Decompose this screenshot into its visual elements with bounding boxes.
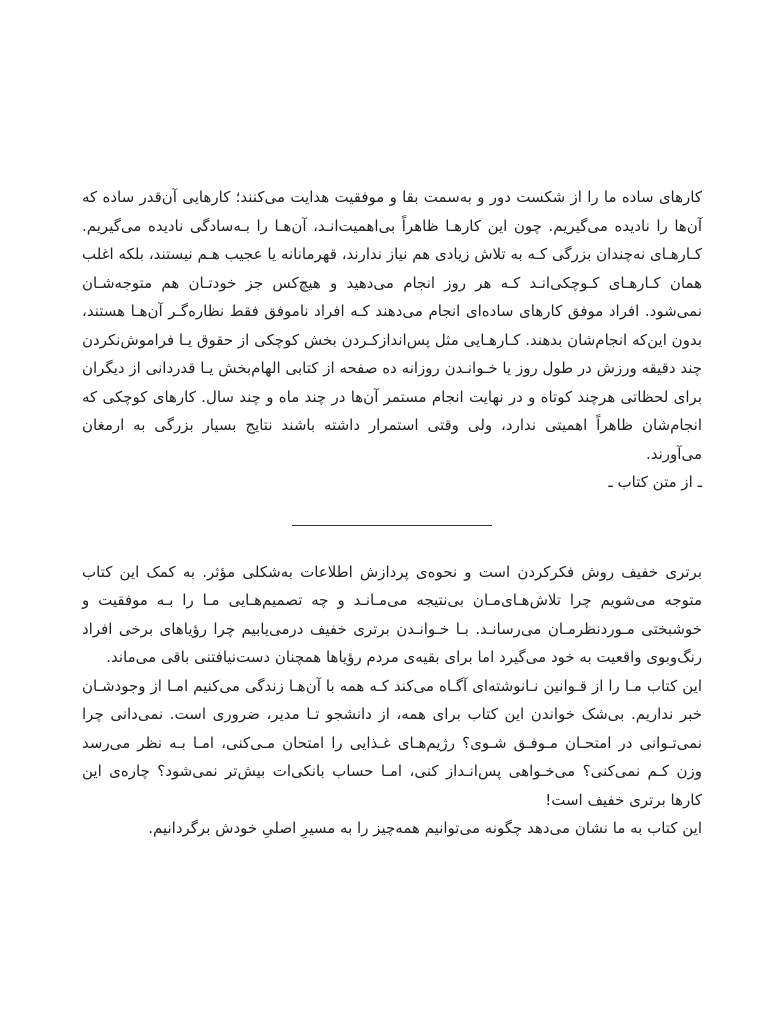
description-paragraph-1: برتری خفیف روش فکرکردن است و نحوه‌ی پردازش اطلاعات به‌شکلی مؤثر. به کمک این کتاب متوجه می‌شویم چرا تلاش‌هـای‌مـان بی‌نتیجه می‌مـانـد و چه تصمیم‌هـایی مـا را بـه موفقیت و خوشبختی مـوردنظرمـان می‌رسانـد. بـا خـوانـدن برتری خفیف درمی‌یابیم چرا رؤیاهای برخی افراد رنگ‌وبوی واقعیت به خود می‌گیرد اما برای بقیه‌ی مردم رؤیاها همچنان دست‌نیافتنی باقی می‌ماند. xyxy=(82,562,702,666)
excerpt-attribution: ـ از متن کتاب ـ xyxy=(608,473,702,491)
book-excerpt-paragraph: کارهای ساده ما را از شکست دور و به‌سمت بقا و موفقیت هدایت می‌کنند؛ کارهایی آن‌قدر ساده که آن‌ها را نادیده می‌گیریم. چون این کارهـا ظاهراً بی‌اهمیت‌انـد، آن‌هـا را بـه‌سادگی نادیده می‌گیریم. کـارهـای نه‌چندان بزرگی کـه به تلاش زیادی هم نیاز ندارند، قهرمانانه یا عجیب هـم نیستند، بلکه اغلب همان کـارهـای کـوچکی‌انـد کـه هر روز انجام می‌دهید و هیچ‌کس جز خودتـان هم متوجه‌شـان نمی‌شود. افراد موفق کارهای ساده‌ای انجام می‌دهند کـه افراد ناموفق فقط نظاره‌گـر آن‌هـا هستند، بدون این‌که انجام‌شان بدهند. کـارهـایی مثل پس‌اندازکـردن بخش کوچکی از حقوق یـا فراموش‌نکردن چند دقیقه ورزش در طول روز یا خـوانـدن روزانه ده صفحه از کتابی الهام‌بخش یـا قدردانی از دیگران برای لحظاتی هرچند کوتاه و در نهایت انجام مستمر آن‌ها در چند ماه و چند سال. کارهای کوچکی که انجام‌شان ظاهراً اهمیتی ندارد، ولی وقتی استمرار داشته باشند نتایج بسیار بزرگی به ارمغان می‌آورند. xyxy=(82,188,702,463)
section-divider-line xyxy=(292,525,492,526)
description-paragraph-2: این کتاب مـا را از قـوانین نـانوشته‌ای آگـاه می‌کند کـه همه با آن‌هـا زندگی می‌کنیم امـا از وجودشـان خبر نداریم. بی‌شک خواندن این کتاب برای همه، از دانشجو تـا مدیر، ضروری است. نمی‌دانی چرا نمی‌تـوانی در امتحـان مـوفـق شـوی؟ رژیم‌هـای غـذایی را امتحان مـی‌کنی، امـا بـه نظر می‌رسد وزن کـم نمی‌کنی؟ می‌خـواهی پس‌انـداز کنی، امـا حساب بانکی‌ات بیش‌تر نمی‌شود؟ چاره‌ی این کارها برتری خفیف است! xyxy=(82,676,702,809)
description-paragraph-3: این کتاب به ما نشان می‌دهد چگونه می‌توانیم همه‌چیز را به مسیرِ اصلیِ خودش برگردانیم. xyxy=(148,819,702,837)
book-back-cover-text xyxy=(82,183,702,843)
